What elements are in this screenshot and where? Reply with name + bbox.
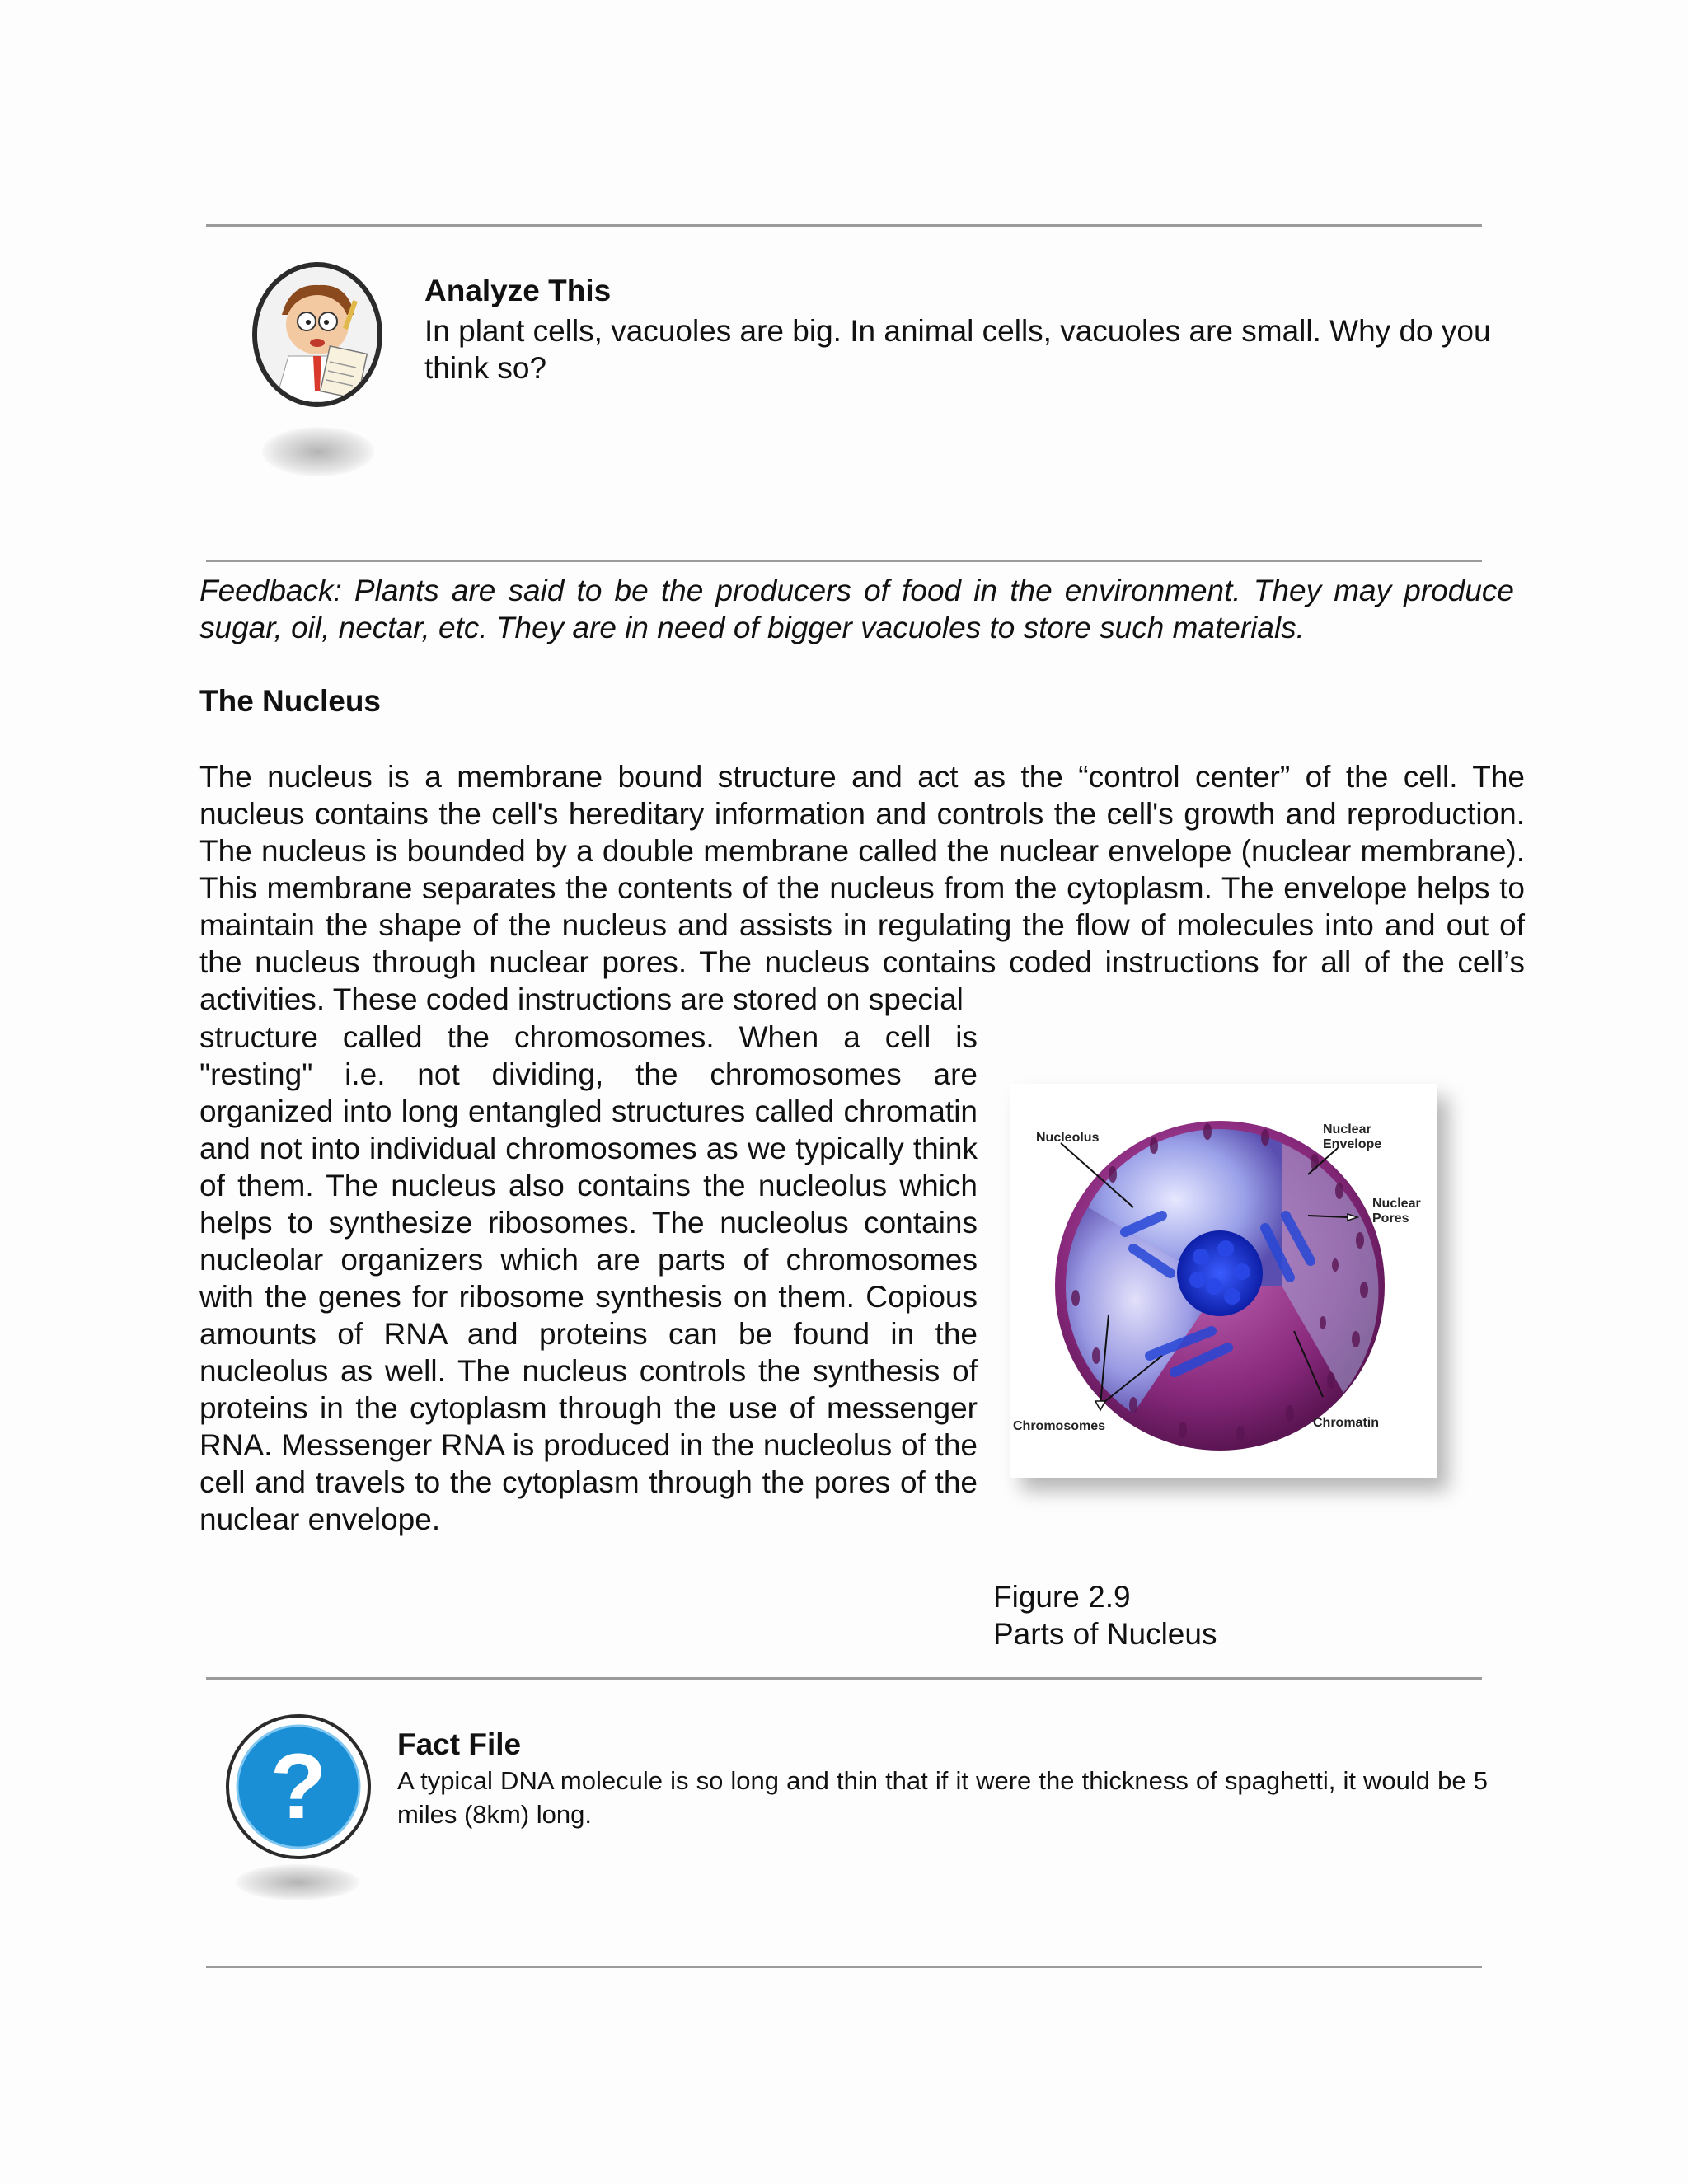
feedback-text: Feedback: Plants are said to be the producers of food in the environment. They may produce sugar, oil, nectar, etc. They are in need of bigger vacuoles to store such materials. <box>199 574 1514 644</box>
nucleus-paragraph-wrap: structure called the chromosomes. When a cell is "resting" i.e. not dividing, the chromosomes are organized into long entangled structures called chromatin and not into individual chromosomes as we typically think of them. The nucleus also contains the nucleolus which helps to synthesize ribosomes. The nucleolus contains nucleolar organizers which are parts of chromosomes with the genes for ribosome synthesis on them. Copious amounts of RNA and proteins can be found in the nucleolus as well. The nucleus controls the synthesis of proteins in the cytoplasm through the use of messenger RNA. Messenger RNA is produced in the nucleolus of the cell and travels to the cytoplasm through the pores of the nuclear envelope. <box>199 1020 978 1536</box>
student-avatar-icon <box>252 262 382 407</box>
fact-text: A typical DNA molecule is so long and thin that if it were the thickness of spaghetti, it would be 5 miles (8km) long. <box>397 1766 1488 1829</box>
nucleus-figure <box>1010 1084 1437 1478</box>
analyze-bottom-divider <box>206 560 1482 562</box>
question-mark-icon <box>224 1713 373 1861</box>
section-heading: The Nucleus <box>199 684 381 718</box>
label-chromatin: Chromatin <box>1313 1416 1379 1430</box>
fact-title: Fact File <box>397 1727 522 1761</box>
label-nuclear-envelope-1: Nuclear <box>1323 1122 1372 1137</box>
label-nuclear-envelope-2: Envelope <box>1323 1137 1382 1151</box>
top-divider <box>206 224 1482 227</box>
analyze-question: In plant cells, vacuoles are big. In animal cells, vacuoles are small. Why do you think so? <box>424 314 1491 385</box>
fact-top-divider <box>206 1677 1482 1680</box>
label-nucleolus: Nucleolus <box>1036 1131 1100 1145</box>
label-chromosomes: Chromosomes <box>1013 1419 1106 1433</box>
question-icon-shadow <box>236 1864 359 1900</box>
figure-caption-number: Figure 2.9 <box>993 1580 1131 1614</box>
figure-caption-title: Parts of Nucleus <box>993 1617 1217 1651</box>
avatar-shadow <box>262 427 374 476</box>
svg-text:?: ? <box>270 1735 327 1838</box>
label-nuclear-pores-1: Nuclear <box>1372 1197 1421 1211</box>
bottom-divider <box>206 1966 1482 1968</box>
analyze-title: Analyze This <box>424 274 612 307</box>
label-nuclear-pores-2: Pores <box>1372 1212 1409 1226</box>
nucleus-paragraph-full: The nucleus is a membrane bound structure and act as the “control center” of the cell. The nucleus contains the cell's hereditary information and controls the cell's growth and reproduction. The nucleus is bounded by a double membrane called the nuclear envelope (nuclear membrane). This membrane separates the contents of the nucleus from the cytoplasm. The envelope helps to maintain the shape of the nucleus and assists in regulating the flow of molecules into and out of the nucleus through nuclear pores. The nucleus contains coded instructions for all of the cell’s activities. These coded instructions are stored on special <box>199 760 1525 1016</box>
